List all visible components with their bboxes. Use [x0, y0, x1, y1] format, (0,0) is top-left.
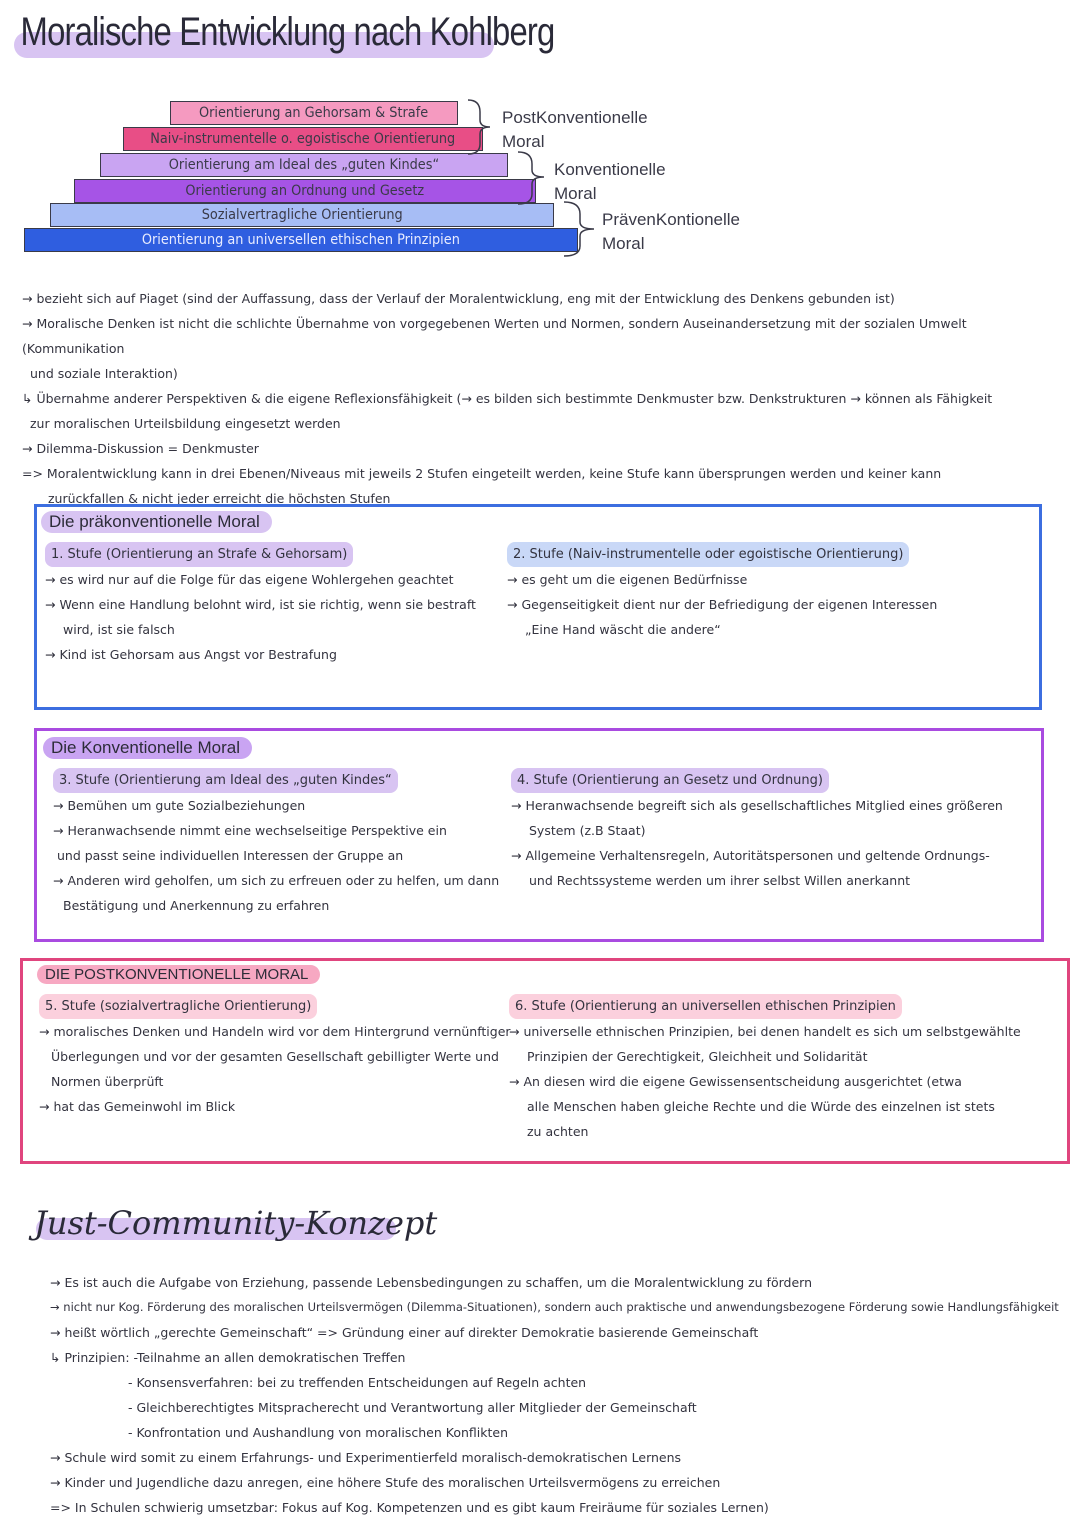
stage-4-item-4: und Rechtssysteme werden um ihrer selbst Willen anerkannt	[529, 873, 911, 888]
just-community-notes	[50, 1270, 1060, 1520]
intro-notes	[22, 286, 1062, 511]
jc-item-3: → heißt wörtlich „gerechte Gemeinschaft“ => Gründung einer auf direkter Demokratie basierende Gemeinschaft	[50, 1325, 759, 1340]
pyramid-bar-5-label: Sozialvertragliche Orientierung	[201, 207, 403, 223]
pyramid-bar-3-label: Orientierung am Ideal des „guten Kindes“	[168, 157, 440, 173]
just-community-title: Just-Community-Konzept	[34, 1204, 438, 1242]
pyramid-bar-6-label: Orientierung an universellen ethischen Prinzipien	[141, 232, 461, 248]
stage-3	[53, 767, 503, 918]
stage-6-title: 6. Stufe (Orientierung an universellen ethischen Prinzipien	[509, 994, 902, 1019]
intro-line-4: ↳ Übernahme anderer Perspektiven & die eigene Reflexionsfähigkeit (→ es bilden sich bestimmte Denkmuster bzw. Denkstrukturen → können als Fähigkeit	[22, 391, 993, 406]
stage-1	[45, 541, 505, 667]
stage-5-item-1: → moralisches Denken und Handeln wird vor dem Hintergrund vernünftiger	[39, 1024, 511, 1039]
pyramid-bar-4	[74, 179, 536, 203]
brace-konv-icon	[516, 148, 558, 208]
page-title: Moralische Entwicklung nach Kohlberg	[20, 10, 555, 54]
stage-3-item-2: → Heranwachsende nimmt eine wechselseitige Perspektive ein	[53, 823, 447, 838]
intro-line-3: und soziale Interaktion)	[30, 366, 178, 381]
intro-line-6: → Dilemma-Diskussion = Denkmuster	[22, 441, 259, 456]
stage-5-item-4: → hat das Gemeinwohl im Blick	[39, 1099, 236, 1114]
level-post-line2: Moral	[502, 132, 545, 151]
stage-4-title: 4. Stufe (Orientierung an Gesetz und Ordnung)	[511, 768, 829, 793]
pyramid-bar-6	[24, 228, 578, 252]
pyramid-bar-5	[50, 203, 554, 227]
stage-2	[507, 541, 1027, 642]
stage-4-item-1: → Heranwachsende begreift sich als gesellschaftliches Mitglied eines größeren	[511, 798, 1003, 813]
level-konv-line1: Konventionelle	[554, 160, 666, 179]
jc-tail-item-2: → Kinder und Jugendliche dazu anregen, eine höhere Stufe des moralischen Urteilsvermögens zu erreichen	[50, 1475, 721, 1490]
jc-item-1: → Es ist auch die Aufgabe von Erziehung, passende Lebensbedingungen zu schaffen, um die Moralentwicklung zu fördern	[50, 1275, 812, 1290]
intro-line-8: zurückfallen & nicht jeder erreicht die höchsten Stufen	[48, 491, 391, 506]
jc-tail-item-3: => In Schulen schwierig umsetzbar: Fokus auf Kog. Kompetenzen und es gibt kaum Freiräume für soziales Lernen)	[50, 1500, 769, 1515]
stage-2-title: 2. Stufe (Naiv-instrumentelle oder egoistische Orientierung)	[507, 542, 909, 567]
page-title-wrap	[14, 10, 673, 55]
stage-5-item-2: Überlegungen und vor der gesamten Gesellschaft gebilligter Werte und	[51, 1049, 499, 1064]
pyramid-bar-3	[100, 153, 508, 177]
stage-6-item-5: zu achten	[527, 1124, 589, 1139]
stage-5	[39, 993, 519, 1119]
stage-6-item-1: → universelle ethnischen Prinzipien, bei denen handelt es sich um selbstgewählte	[509, 1024, 1021, 1039]
stage-4-item-2: System (z.B Staat)	[529, 823, 646, 838]
just-community-title-wrap	[30, 1204, 437, 1242]
stage-6-item-4: alle Menschen haben gleiche Rechte und die Würde des einzelnen ist stets	[527, 1099, 995, 1114]
intro-line-7: => Moralentwicklung kann in drei Ebenen/Niveaus mit jeweils 2 Stufen eingeteilt werden, keine Stufe kann übersprungen werden und keiner kann	[22, 466, 942, 481]
stage-3-item-3: und passt seine individuellen Interessen der Gruppe an	[57, 848, 404, 863]
stage-3-item-5: Bestätigung und Anerkennung zu erfahren	[63, 898, 330, 913]
jc-sub-item-2: - Gleichberechtigtes Mitspracherecht und Verantwortung aller Mitglieder der Gemeinschaft	[128, 1400, 697, 1415]
stage-2-item-1: → es geht um die eigenen Bedürfnisse	[507, 572, 748, 587]
stage-1-item-2: → Wenn eine Handlung belohnt wird, ist sie richtig, wenn sie bestraft	[45, 597, 476, 612]
jc-sub-item-1: - Konsensverfahren: bei zu treffenden Entscheidungen auf Regeln achten	[128, 1375, 587, 1390]
level-label-prae	[602, 208, 740, 256]
jc-tail-item-1: → Schule wird somit zu einem Erfahrungs- und Experimentierfeld moralisch-demokratischen Lernens	[50, 1450, 682, 1465]
stage-6-item-3: → An diesen wird die eigene Gewissensentscheidung ausgerichtet (etwa	[509, 1074, 962, 1089]
level-label-post	[502, 106, 648, 154]
stage-1-item-1: → es wird nur auf die Folge für das eigene Wohlergehen geachtet	[45, 572, 454, 587]
pyramid-bar-4-label: Orientierung an Ordnung und Gesetz	[185, 183, 425, 199]
box-postkonventionell	[20, 958, 1070, 1164]
intro-line-1: → bezieht sich auf Piaget (sind der Auffassung, dass der Verlauf der Moralentwicklung, eng mit der Entwicklung des Denkens gebunden ist)	[22, 291, 895, 306]
jc-sub-item-3: - Konfrontation und Aushandlung von moralischen Konflikten	[128, 1425, 508, 1440]
stage-2-item-2: → Gegenseitigkeit dient nur der Befriedigung der eigenen Interessen	[507, 597, 938, 612]
stage-1-item-3: wird, ist sie falsch	[63, 622, 175, 637]
stage-5-title: 5. Stufe (sozialvertragliche Orientierung)	[39, 994, 317, 1019]
brace-prae-icon	[562, 198, 606, 260]
box-praekonventionell	[34, 504, 1042, 710]
pyramid-bar-2-label: Naiv-instrumentelle o. egoistische Orientierung	[150, 131, 456, 147]
pyramid-bar-1	[170, 101, 458, 125]
heading-praekonventionell: Die präkonventionelle Moral	[41, 511, 272, 533]
stage-6	[509, 993, 1057, 1144]
level-post-line1: PostKonventionelle	[502, 108, 648, 127]
heading-postkonventionell: DIE POSTKONVENTIONELLE MORAL	[37, 965, 320, 984]
stage-3-title: 3. Stufe (Orientierung am Ideal des „guten Kindes“	[53, 768, 398, 793]
level-prae-line2: Moral	[602, 234, 645, 253]
stage-5-item-3: Normen überprüft	[51, 1074, 164, 1089]
brace-post-icon	[466, 96, 506, 158]
stage-4-item-3: → Allgemeine Verhaltensregeln, Autoritätspersonen und geltende Ordnungs-	[511, 848, 990, 863]
stage-2-item-3: „Eine Hand wäscht die andere“	[525, 622, 721, 637]
heading-konventionell: Die Konventionelle Moral	[43, 737, 252, 759]
jc-item-4: ↳ Prinzipien: -Teilnahme an allen demokratischen Treffen	[50, 1350, 406, 1365]
pyramid-bar-1-label: Orientierung an Gehorsam & Strafe	[199, 105, 429, 121]
box-konventionell	[34, 728, 1044, 942]
stage-1-item-4: → Kind ist Gehorsam aus Angst vor Bestrafung	[45, 647, 337, 662]
stage-1-title: 1. Stufe (Orientierung an Strafe & Gehorsam)	[45, 542, 353, 567]
level-konv-line2: Moral	[554, 184, 597, 203]
jc-item-2: → nicht nur Kog. Förderung des moralischen Urteilsvermögen (Dilemma-Situationen), sondern auch praktische und anwendungsbezogene Förderung sowie Handlungsfähigkeit	[50, 1300, 1059, 1314]
level-prae-line1: PrävenKontionelle	[602, 210, 740, 229]
stage-3-item-1: → Bemühen um gute Sozialbeziehungen	[53, 798, 306, 813]
intro-line-2: → Moralische Denken ist nicht die schlichte Übernahme von vorgegebenen Werten und Normen, sondern Auseinandersetzung mit der sozialen Umwelt (Kommunikation	[22, 316, 967, 356]
intro-line-5: zur moralischen Urteilsbildung eingesetzt werden	[30, 416, 341, 431]
stage-3-item-4: → Anderen wird geholfen, um sich zu erfreuen oder zu helfen, um dann	[53, 873, 500, 888]
stage-6-item-2: Prinzipien der Gerechtigkeit, Gleichheit und Solidarität	[527, 1049, 868, 1064]
stage-4	[511, 767, 1031, 893]
pyramid-bar-2	[123, 127, 483, 151]
